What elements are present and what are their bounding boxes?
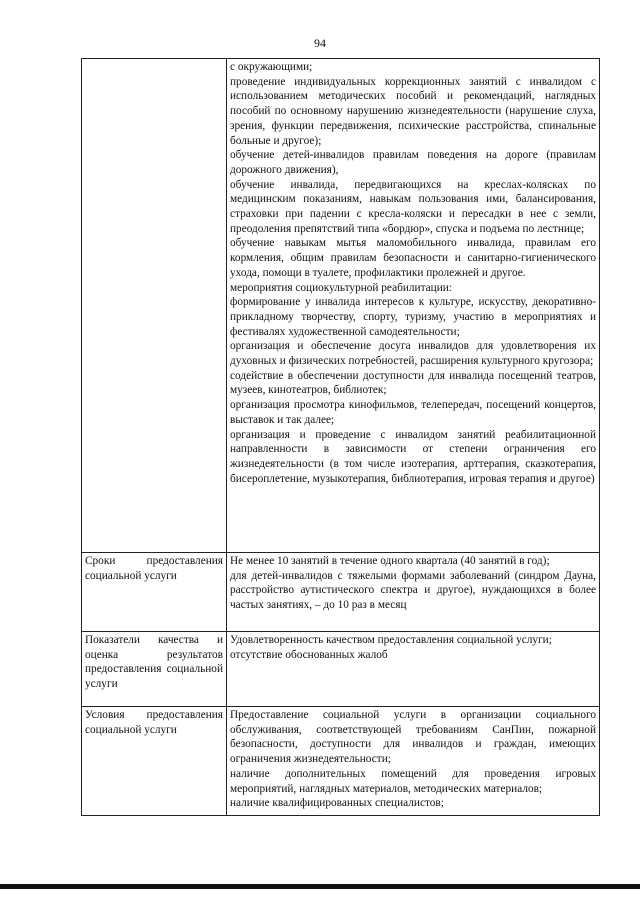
list-item: Удовлетворенность качеством предоставления социальной услуги; [230,634,552,646]
list-item: с окружающими; [230,61,313,73]
list-item: Предоставление социальной услуги в организации социального обслуживания, соответствующей требованиям СанПин, пожарной безопасности, доступности для инвалидов и граждан, имеющих ограничения жизнедеятельности; [230,709,596,766]
list-item: наличие дополнительных помещений для проведения игровых мероприятий, наглядных материалов, методических материалов; [230,767,596,795]
list-item: организация и обеспечение досуга инвалидов для удовлетворения их духовных и физических потребностей, расширения культурного кругозора; [230,340,596,368]
list-item: проведение индивидуальных коррекционных занятий с инвалидом с использованием методических пособий и рекомендаций, наглядных пособий по основному нарушению жизнедеятельности (нарушение слуха, зрения, функции передвижения, психические расстройства, спинальные больные и другое); [230,75,596,147]
table-row-conditions [82,707,600,816]
bottom-rule [0,884,640,889]
list-item: содействие в обеспечении доступности для инвалида посещений театров, музеев, кинотеатров, библиотек; [230,369,596,397]
row-label-empty [82,59,227,553]
list-item: наличие квалифицированных специалистов; [230,797,444,810]
list-item: обучение инвалида, передвигающихся на креслах-колясках по медицинским показаниям, навыкам пользования ими, балансирования, страховки при падении с кресла-коляски и пересадки в нее с земли, преодоления препятствий типа «бордюр», спуска и подъема по лестнице; [230,178,596,235]
row-value-conditions [227,707,600,816]
row-label-conditions: Условия предоставления социальной услуги [82,707,227,816]
list-item: обучение навыкам мытья маломобильного инвалида, правилам его кормления, общим правилам безопасности и санитарно-гигиенического ухода, помощи в туалете, профилактики пролежней и другое. [230,237,596,279]
list-item: организация просмотра кинофильмов, телепередач, посещений концертов, выставок и так далее; [230,399,596,426]
list-item: обучение детей-инвалидов правилам поведения на дороге (правилам дорожного движения), [230,149,596,176]
list-item-heading: мероприятия социокультурной реабилитации: [230,281,452,294]
row-label-quality: Показатели качества и оценка результатов предоставления социальной услуги [82,632,227,707]
table-row-activities [82,59,600,553]
list-item: организация и проведение с инвалидом занятий реабилитационной направленности в зависимости от степени ограничения его жизнедеятельности (в том числе изотерапия, арттерапия, сказкотерапия, бисероплетение, музыкотерапия, библиотерапия, игровая терапия и другое) [230,428,596,485]
table-row-terms [82,553,600,632]
list-item: отсутствие обоснованных жалоб [230,648,388,661]
row-value-activities [227,59,600,553]
list-item: формирование у инвалида интересов к культуре, искусству, декоративно-прикладному творчеству, спорту, туризму, участию в мероприятиях и фестивалях художественной самодеятельности; [230,296,596,338]
row-value-terms [227,553,600,632]
page-number: 94 [314,36,326,50]
list-item: для детей-инвалидов с тяжелыми формами заболеваний (синдром Дауна, расстройство аутистического спектра и другое), нуждающихся в более частых занятиях, – до 10 раз в месяц [230,569,596,612]
table-row-quality [82,632,600,707]
row-value-quality [227,632,600,707]
list-item: Не менее 10 занятий в течение одного квартала (40 занятий в год); [230,555,550,567]
services-table [81,58,600,816]
row-label-terms: Сроки предоставления социальной услуги [82,553,227,632]
